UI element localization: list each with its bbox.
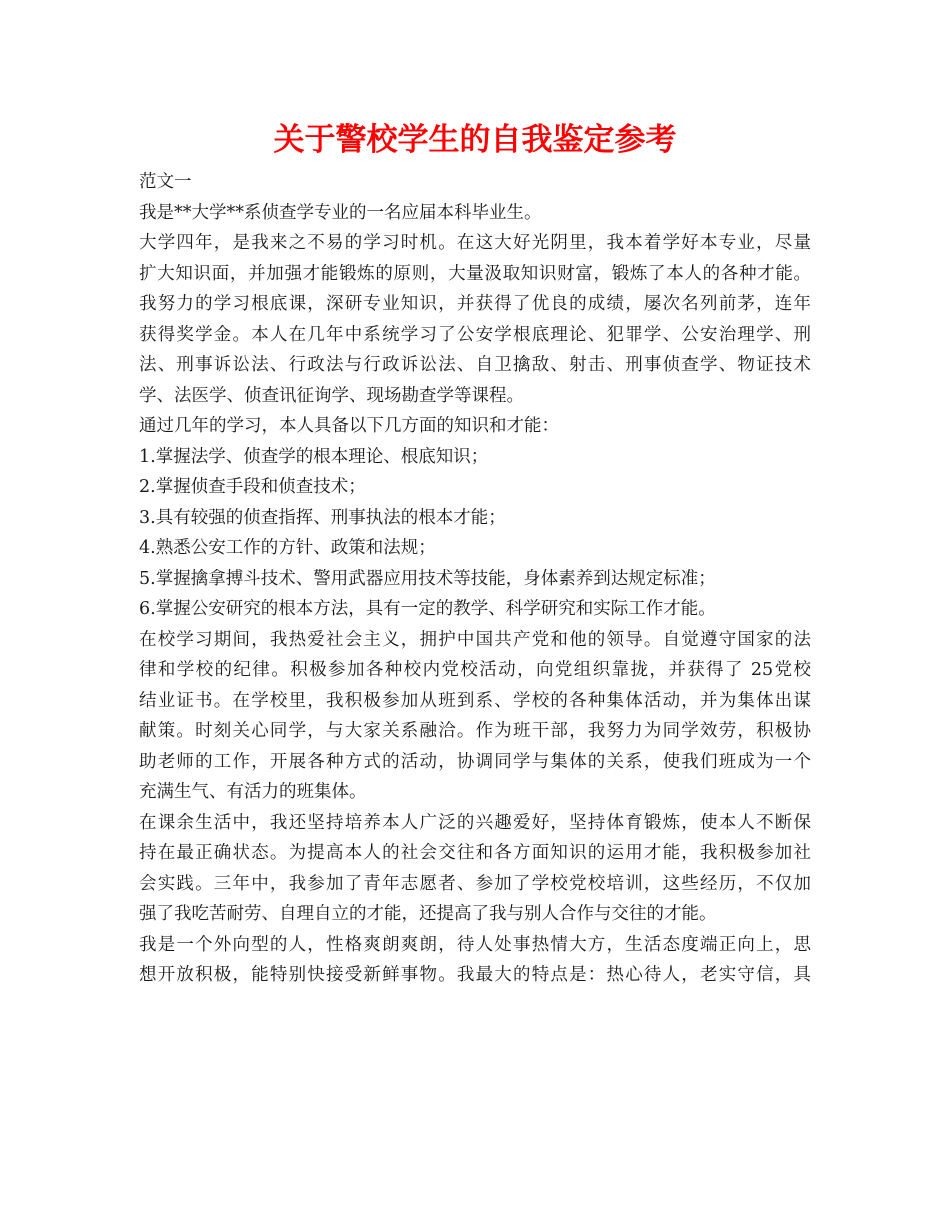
body-line: 学、法医学、侦查讯征询学、现场勘查学等课程。 <box>139 385 524 406</box>
body-line: 我是**大学**系侦查学专业的一名应届本科毕业生。 <box>139 202 542 223</box>
body-line: 通过几年的学习，本人具备以下几方面的知识和才能： <box>139 416 559 436</box>
body-line: 在校学习期间，我热爱社会主义，拥护中国共产党和他的领导。自觉遵守国家的法 <box>139 629 811 650</box>
body-line: 想开放积极，能特别快接受新鲜事物。我最大的特点是：热心待人，老实守信，具 <box>139 965 811 985</box>
body-line: 扩大知识面，并加强才能锻炼的原则，大量汲取知识财富，锻炼了本人的各种才能。 <box>139 263 811 284</box>
body-line: 强了我吃苦耐劳、自理自立的才能，还提高了我与别人合作与交往的才能。 <box>139 904 717 924</box>
document-title: 关于警校学生的自我鉴定参考 <box>273 122 677 158</box>
body-line: 献策。时刻关心同学，与大家关系融洽。作为班干部，我努力为同学效劳，积极协 <box>139 721 811 741</box>
body-line: 1.掌握法学、侦查学的根本理论、根底知识； <box>139 446 489 467</box>
body-line: 2.掌握侦查手段和侦查技术； <box>139 477 366 497</box>
body-line: 4.熟悉公安工作的方针、政策和法规； <box>139 538 436 558</box>
body-line: 会实践。三年中，我参加了青年志愿者、参加了学校党校培训，这些经历，不仅加 <box>139 873 811 894</box>
body-line: 在课余生活中，我还坚持培养本人广泛的兴趣爱好，坚持体育锻炼，使本人不断保 <box>139 812 811 833</box>
body-line: 6.掌握公安研究的根本方法，具有一定的教学、科学研究和实际工作才能。 <box>139 599 716 619</box>
body-line: 大学四年，是我来之不易的学习时机。在这大好光阴里，我本着学好本专业，尽量 <box>139 233 811 253</box>
body-line: 律和学校的纪律。积极参加各种校内党校活动，向党组织靠拢，并获得了 25党校 <box>139 660 811 680</box>
body-line: 5.掌握擒拿搏斗技术、警用武器应用技术等技能，身体素养到达规定标准； <box>139 568 716 589</box>
body-line: 我是一个外向型的人，性格爽朗爽朗，待人处事热情大方，生活态度端正向上，思 <box>139 934 811 955</box>
body-line: 范文一 <box>139 172 192 192</box>
body-line: 持在最正确状态。为提高本人的社会交往和各方面知识的运用才能，我积极参加社 <box>139 843 811 863</box>
body-line: 充满生气、有活力的班集体。 <box>139 782 367 802</box>
body-line: 助老师的工作，开展各种方式的活动，协调同学与集体的关系，使我们班成为一个 <box>139 751 811 772</box>
body-line: 获得奖学金。本人在几年中系统学习了公安学根底理论、犯罪学、公安治理学、刑 <box>139 324 811 345</box>
body-line: 法、刑事诉讼法、行政法与行政诉讼法、自卫擒敌、射击、刑事侦查学、物证技术 <box>139 355 811 375</box>
body-line: 结业证书。在学校里，我积极参加从班到系、学校的各种集体活动，并为集体出谋 <box>139 690 811 711</box>
document-body <box>139 167 811 991</box>
body-line: 我努力的学习根底课，深研专业知识，并获得了优良的成绩，屡次名列前茅，连年 <box>139 294 811 314</box>
body-line: 3.具有较强的侦查指挥、刑事执法的根本才能； <box>139 507 506 528</box>
